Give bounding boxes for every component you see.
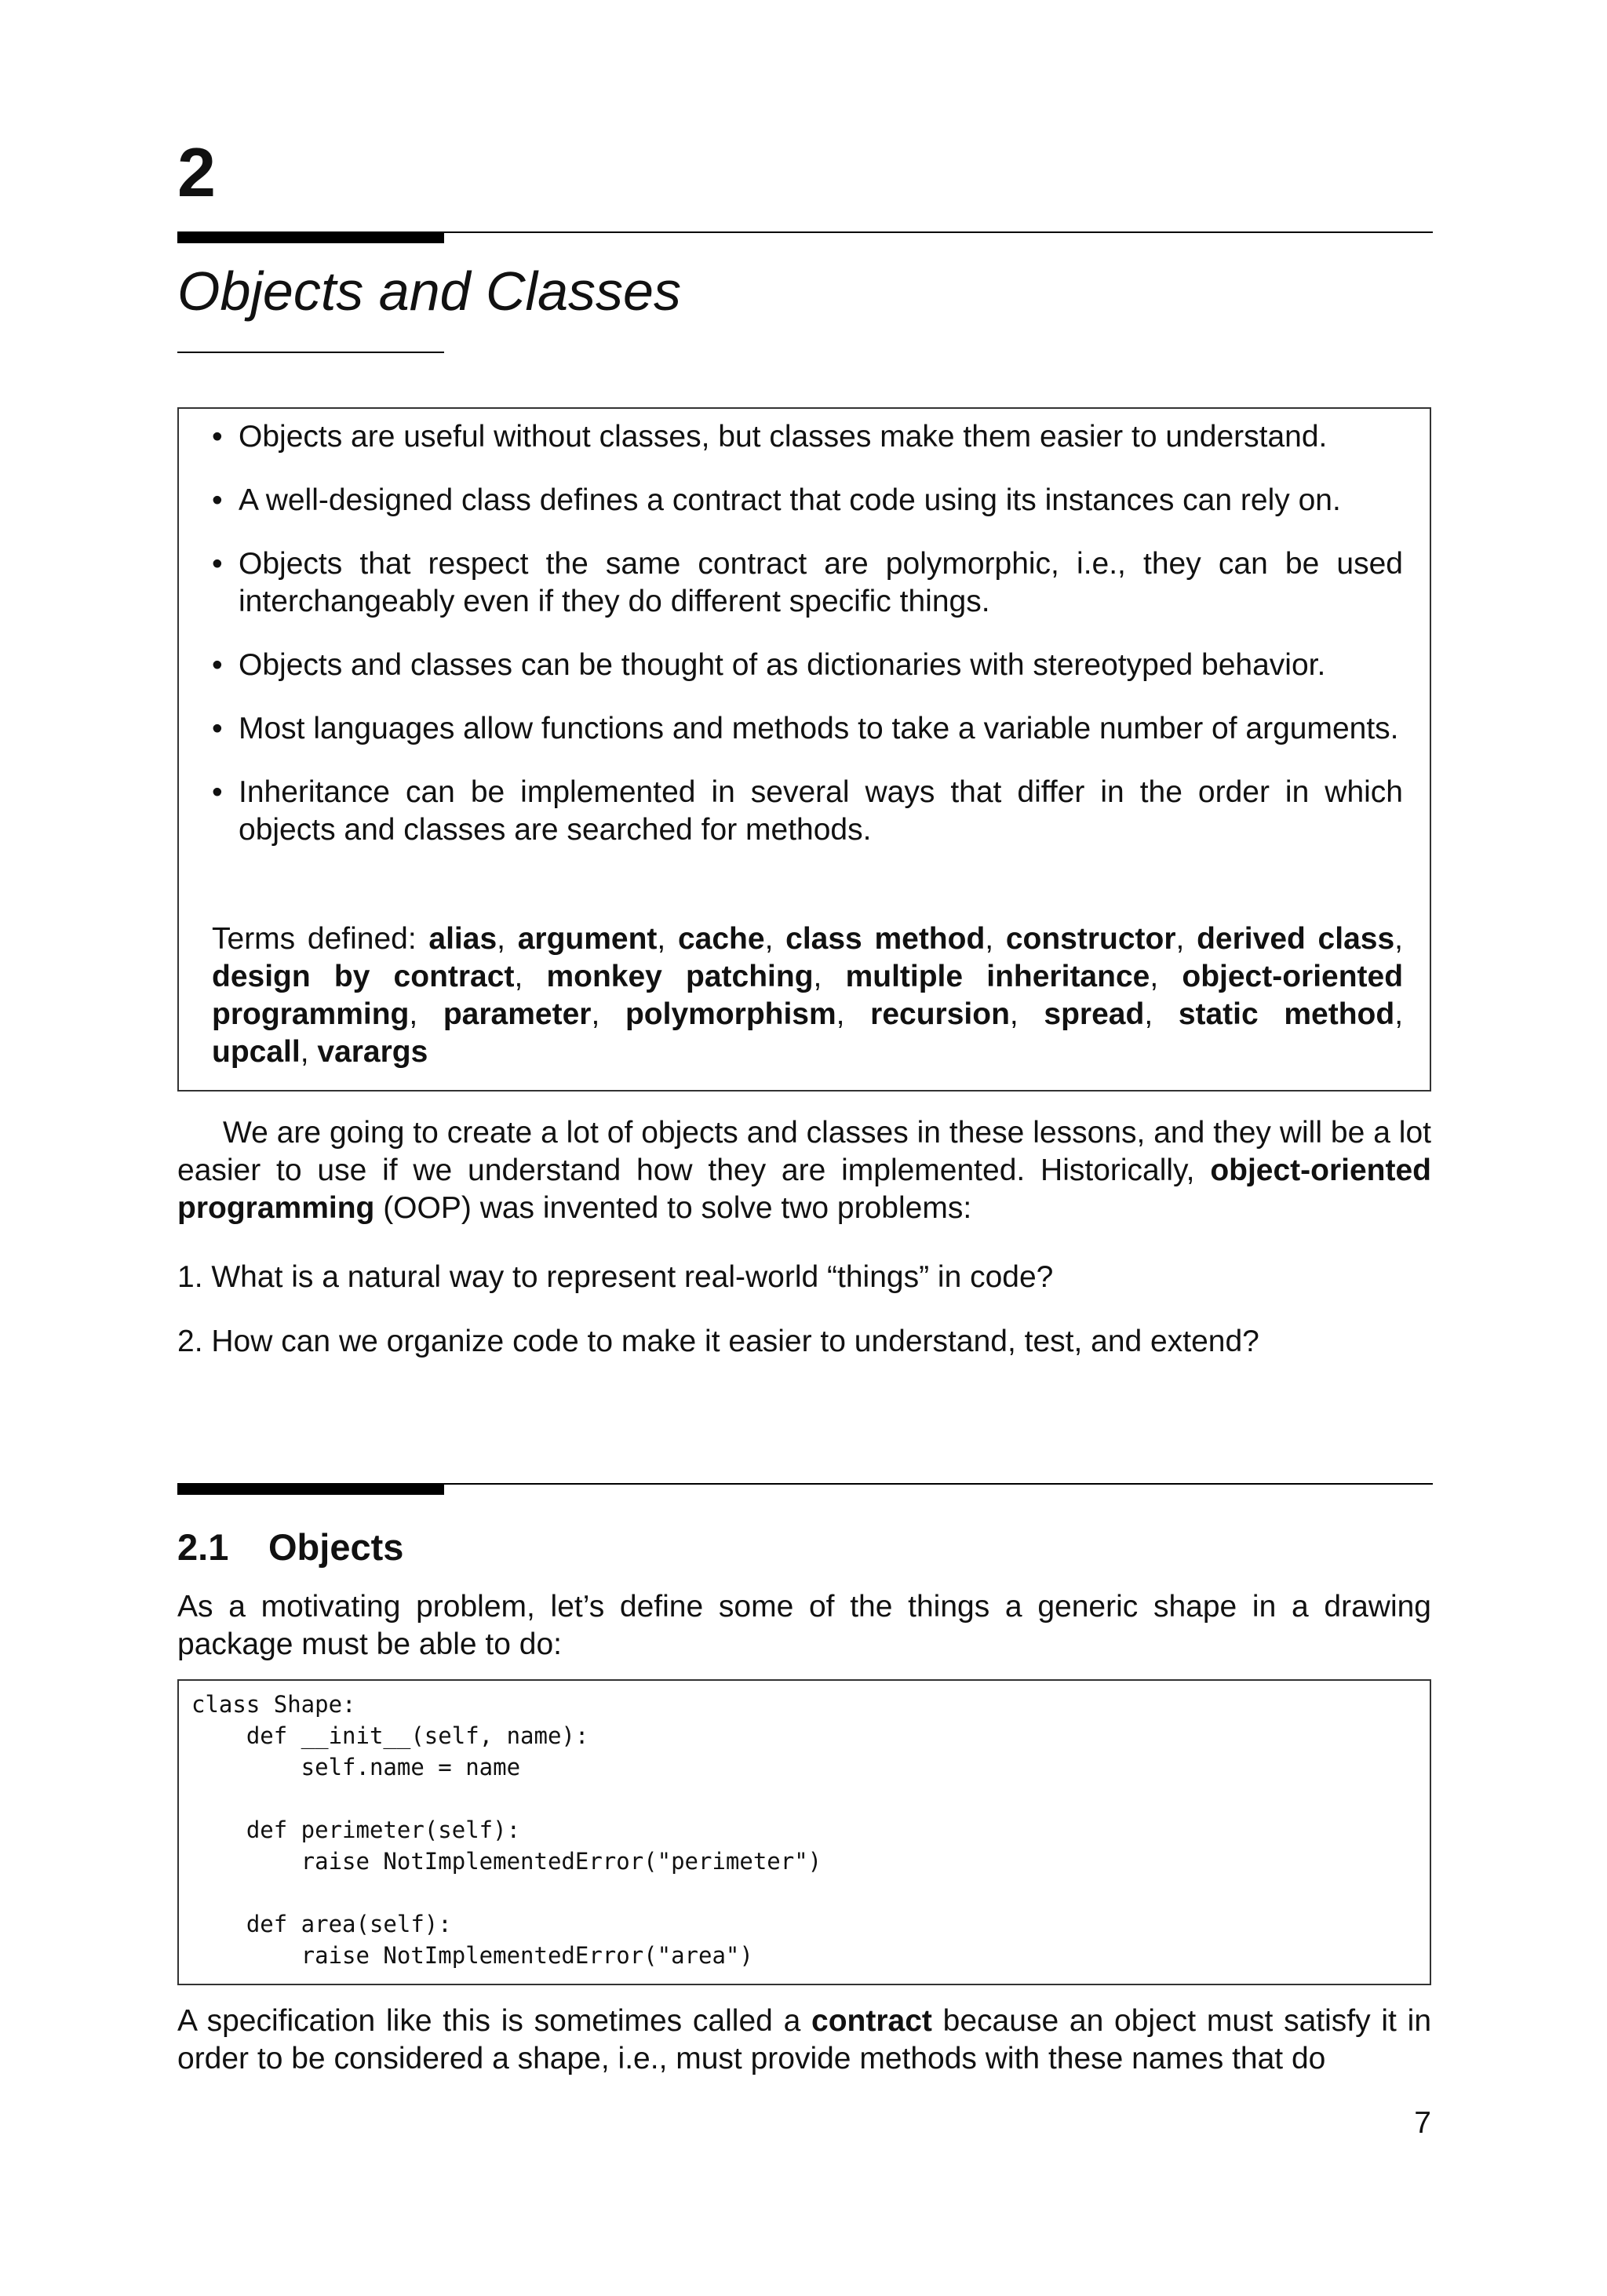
section-paragraph: As a motivating problem, let’s define some of the things a generic shape in a drawing package must be able to do: [177,1590,1431,1661]
list-number: 1. [177,1260,203,1294]
term: spread [1044,997,1145,1031]
bullet-text: Objects that respect the same contract are polymorphic, i.e., they can be used interchangeably even if they do different specific things. [239,547,1403,618]
code-listing: class Shape: def __init__(self, name): self.name = name def perimeter(self): raise NotImplementedError("perimeter") def area(self): raise NotImplementedError("area") [191,1691,822,1969]
intro-bold-term: object-oriented programming [177,1153,1431,1225]
list-item [177,1323,1259,1361]
terms-defined [212,920,1403,1071]
bullet-mark-icon: • [212,775,223,809]
term: object-oriented programming [212,960,1404,1031]
term: varargs [317,1035,428,1069]
term-sep: , [836,997,871,1031]
contract-text: A specification like this is sometimes called a [177,2004,812,2038]
page-number: 7 [1414,2106,1431,2140]
summary-bullets [212,418,1403,875]
contract-text-end: because an object must satisfy it in order to be considered a shape, i.e., must provide methods with these names that do [177,2004,1432,2076]
term-sep: , [1175,922,1197,956]
summary-bullet [212,545,1403,621]
term: constructor [1005,922,1176,956]
term-sep: , [300,1035,318,1069]
intro-text: We are going to create a lot of objects and classes in these lessons, and they will be a lot easier to use if we understand how they are implemented. Historically, [177,1116,1431,1187]
chapter-rule-thick [177,232,444,243]
bullet-mark-icon: • [212,547,223,581]
term-sep: , [409,997,443,1031]
term: argument [517,922,658,956]
term: static method [1178,997,1395,1031]
term-sep: , [1394,922,1403,956]
intro-text-end: (OOP) was invented to solve two problems: [374,1191,972,1225]
term: alias [428,922,497,956]
terms-label: Terms defined: [212,922,417,956]
term-sep: , [514,960,547,993]
term: class method [785,922,986,956]
term-sep: , [1150,960,1182,993]
term: multiple inheritance [845,960,1150,993]
bullet-mark-icon: • [212,648,223,682]
term: cache [677,922,765,956]
term: polymorphism [625,997,836,1031]
bullet-text: A well-designed class defines a contract that code using its instances can rely on. [239,483,1341,517]
bullet-mark-icon: • [212,420,223,454]
bullet-mark-icon: • [212,483,223,517]
summary-bullet [212,774,1403,849]
bullet-text: Objects and classes can be thought of as dictionaries with stereotyped behavior. [239,648,1326,682]
chapter-number: 2 [177,133,216,211]
list-number: 2. [177,1325,203,1358]
term-sep: , [1144,997,1179,1031]
bullet-mark-icon: • [212,712,223,745]
section-heading [177,1526,404,1568]
term: parameter [443,997,592,1031]
term-sep: , [764,922,786,956]
term: derived class [1197,922,1395,956]
term-sep: , [813,960,846,993]
term-sep: , [985,922,1006,956]
term-sep: , [497,922,518,956]
term-sep: , [591,997,625,1031]
term: upcall [212,1035,301,1069]
bullet-text: Most languages allow functions and methods to take a variable number of arguments. [239,712,1399,745]
chapter-title: Objects and Classes [177,261,681,322]
contract-paragraph [177,2003,1431,2078]
contract-bold-term: contract [811,2004,932,2038]
intro-paragraph [177,1114,1431,1227]
term-sep: , [657,922,678,956]
section-rule-thick [177,1484,444,1495]
summary-bullet [212,710,1403,748]
bullet-text: Inheritance can be implemented in several ways that differ in the order in which objects and classes are searched for methods. [239,775,1403,847]
summary-bullet [212,418,1403,456]
section-title: Objects [268,1526,404,1568]
term: monkey patching [546,960,814,993]
section-number: 2.1 [177,1526,229,1568]
list-item-text: How can we organize code to make it easier to understand, test, and extend? [211,1325,1259,1358]
summary-bullet [212,647,1403,684]
bullet-text: Objects are useful without classes, but classes make them easier to understand. [239,420,1328,454]
term: recursion [870,997,1010,1031]
term-sep: , [1394,997,1404,1031]
summary-box [177,407,1431,1092]
title-underline [177,352,444,353]
summary-bullet [212,482,1403,519]
list-item [177,1259,1053,1296]
list-item-text: What is a natural way to represent real-world “things” in code? [211,1260,1054,1294]
code-block [177,1679,1431,1985]
term: design by contract [212,960,515,993]
term-sep: , [1009,997,1044,1031]
